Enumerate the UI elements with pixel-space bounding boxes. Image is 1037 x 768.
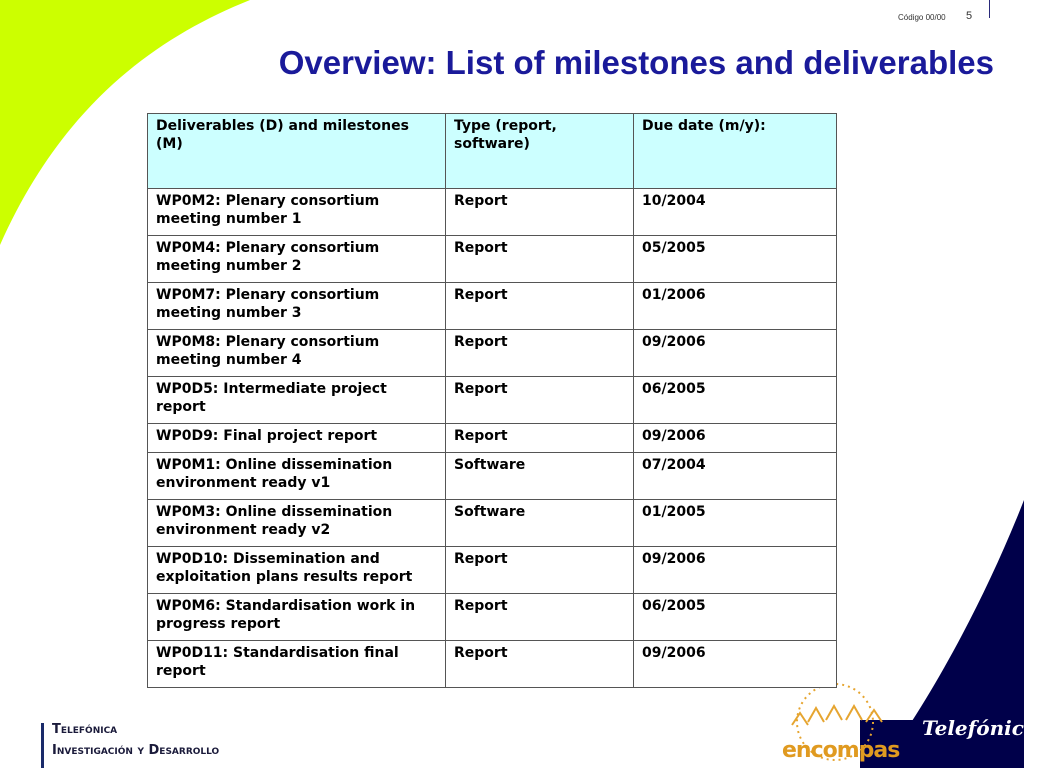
deliverable-cell: WP0M3: Online dissemination environment ready v2 xyxy=(148,500,446,547)
deliverable-cell: WP0D9: Final project report xyxy=(148,424,446,453)
deliverable-cell: WP0M2: Plenary consortium meeting number 1 xyxy=(148,189,446,236)
table-row xyxy=(148,453,837,500)
table-row xyxy=(148,547,837,594)
page-number: 5 xyxy=(966,10,973,22)
slide-title: Overview: List of milestones and deliverables xyxy=(278,44,994,81)
deliverable-cell: WP0M6: Standardisation work in progress report xyxy=(148,594,446,641)
header-due-date: Due date (m/y): xyxy=(634,114,837,189)
table-header-row xyxy=(148,114,837,189)
telefonica-logo: Telefónica xyxy=(922,716,1037,740)
due-date-cell: 09/2006 xyxy=(634,547,837,594)
table-row xyxy=(148,377,837,424)
table-row xyxy=(148,500,837,547)
header-type: Type (report, software) xyxy=(446,114,634,189)
due-date-cell: 01/2005 xyxy=(634,500,837,547)
type-cell: Report xyxy=(446,330,634,377)
table-row xyxy=(148,236,837,283)
table-row xyxy=(148,424,837,453)
document-code: Código 00/00 xyxy=(898,13,946,22)
type-cell: Report xyxy=(446,547,634,594)
due-date-cell: 09/2006 xyxy=(634,424,837,453)
type-cell: Report xyxy=(446,377,634,424)
type-cell: Software xyxy=(446,500,634,547)
deliverable-cell: WP0D5: Intermediate project report xyxy=(148,377,446,424)
type-cell: Report xyxy=(446,594,634,641)
type-cell: Report xyxy=(446,424,634,453)
due-date-cell: 01/2006 xyxy=(634,283,837,330)
due-date-cell: 10/2004 xyxy=(634,189,837,236)
type-cell: Report xyxy=(446,189,634,236)
table-row xyxy=(148,594,837,641)
deliverable-cell: WP0M8: Plenary consortium meeting number 4 xyxy=(148,330,446,377)
company-name: Telefónica xyxy=(52,722,118,737)
header-deliverables: Deliverables (D) and milestones (M) xyxy=(148,114,446,189)
table-row xyxy=(148,189,837,236)
type-cell: Report xyxy=(446,641,634,688)
table-row xyxy=(148,283,837,330)
table-row xyxy=(148,330,837,377)
milestones-table xyxy=(147,113,837,688)
due-date-cell: 09/2006 xyxy=(634,641,837,688)
deliverable-cell: WP0D11: Standardisation final report xyxy=(148,641,446,688)
type-cell: Report xyxy=(446,283,634,330)
due-date-cell: 07/2004 xyxy=(634,453,837,500)
due-date-cell: 09/2006 xyxy=(634,330,837,377)
deliverable-cell: WP0M1: Online dissemination environment ready v1 xyxy=(148,453,446,500)
company-division: Investigación y Desarrollo xyxy=(52,743,220,758)
encompas-logo: encompas xyxy=(782,738,900,763)
type-cell: Report xyxy=(446,236,634,283)
deliverable-cell: WP0M7: Plenary consortium meeting number 3 xyxy=(148,283,446,330)
due-date-cell: 05/2005 xyxy=(634,236,837,283)
table-row xyxy=(148,641,837,688)
header-rule xyxy=(989,0,990,18)
type-cell: Software xyxy=(446,453,634,500)
due-date-cell: 06/2005 xyxy=(634,594,837,641)
footer-accent-bar xyxy=(41,723,44,768)
deliverable-cell: WP0M4: Plenary consortium meeting number 2 xyxy=(148,236,446,283)
due-date-cell: 06/2005 xyxy=(634,377,837,424)
deliverable-cell: WP0D10: Dissemination and exploitation plans results report xyxy=(148,547,446,594)
